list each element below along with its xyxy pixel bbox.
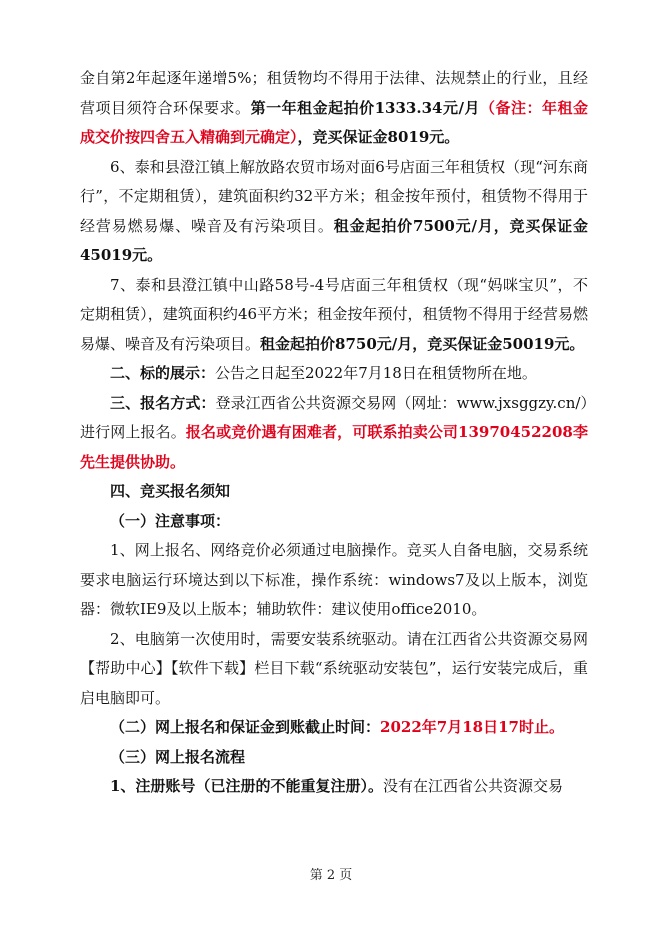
item-6-paragraph — [80, 153, 588, 271]
subsection-2-heading: （二）网上报名和保证金到账截止时间： — [110, 718, 381, 736]
note-1-paragraph: 1、网上报名、网络竞价必须通过电脑操作。竞买人自备电脑，交易系统要求电脑运行环境达到以下标准，操作系统：windows7及以上版本，浏览器：微软IE9及以上版本；辅助软件：建议使用office2010。 — [80, 541, 588, 618]
subsection-2-paragraph — [80, 713, 588, 743]
page-number: 第 2 页 — [309, 868, 353, 883]
section-3-heading: 三、报名方式： — [110, 393, 216, 412]
subsection-3-heading: （三）网上报名流程 — [110, 747, 246, 766]
starting-price-text: 第一年租金起拍价1333.34元/月 — [250, 98, 480, 117]
section-2-text: 公告之日起至2022年7月18日在租赁物所在地。 — [215, 364, 537, 382]
deposit-text: ，竞买保证金8019元。 — [297, 128, 460, 146]
step-1-text: 没有在江西省公共资源交易 — [382, 777, 563, 795]
item-6-price-text: 租金起拍价7500元/月，竞买保证金45019元。 — [80, 216, 588, 264]
deadline-text: 2022年7月18日17时止。 — [380, 718, 564, 736]
section-2-paragraph — [80, 359, 588, 389]
subsection-1-heading: （一）注意事项： — [110, 511, 231, 530]
section-3-text: 登录江西省公共资源交易网（网址：www.jxsggzy.cn/）进行网上报名。 — [80, 393, 588, 441]
item-7-price-text: 租金起拍价8750元/月，竞买保证金50019元。 — [260, 334, 585, 353]
item-7-text: 7、泰和县澄江镇中山路58号-4号店面三年租赁权（现“妈咪宝贝”，不定期租赁），建筑面积约46平方米；租金按年预付，租赁物不得用于经营易燃易爆、噪音及有污染项目。 — [80, 275, 588, 353]
item-7-paragraph — [80, 271, 588, 360]
paragraph-text: 金自第2年起逐年递增5%；租赁物均不得用于法律、法规禁止的行业，且经营项目须符合环保要求。 — [80, 69, 588, 117]
red-note-text: （备注：年租金成交价按四舍五入精确到元确定） — [80, 98, 588, 146]
continuation-paragraph — [80, 64, 588, 153]
item-6-text: 6、泰和县澄江镇上解放路农贸市场对面6号店面三年租赁权（现“河东商行”，不定期租赁），建筑面积约32平方米；租金按年预付，租赁物不得用于经营易燃易爆、噪音及有污染项目。 — [80, 157, 588, 235]
section-3-paragraph — [80, 389, 588, 478]
step-1-heading: 1、注册账号（已注册的不能重复注册）。 — [110, 777, 383, 795]
note-2-paragraph: 2、电脑第一次使用时，需要安装系统驱动。请在江西省公共资源交易网【帮助中心】【软件下载】栏目下载“系统驱动安装包”，运行安装完成后，重启电脑即可。 — [80, 629, 588, 707]
document-body — [80, 64, 588, 802]
step-1-paragraph — [80, 772, 588, 802]
section-2-heading: 二、标的展示： — [110, 364, 216, 382]
assistance-contact-text: 报名或竞价遇有困难者，可联系拍卖公司13970452208李先生提供协助。 — [80, 423, 588, 471]
section-4-heading: 四、竞买报名须知 — [110, 482, 231, 500]
